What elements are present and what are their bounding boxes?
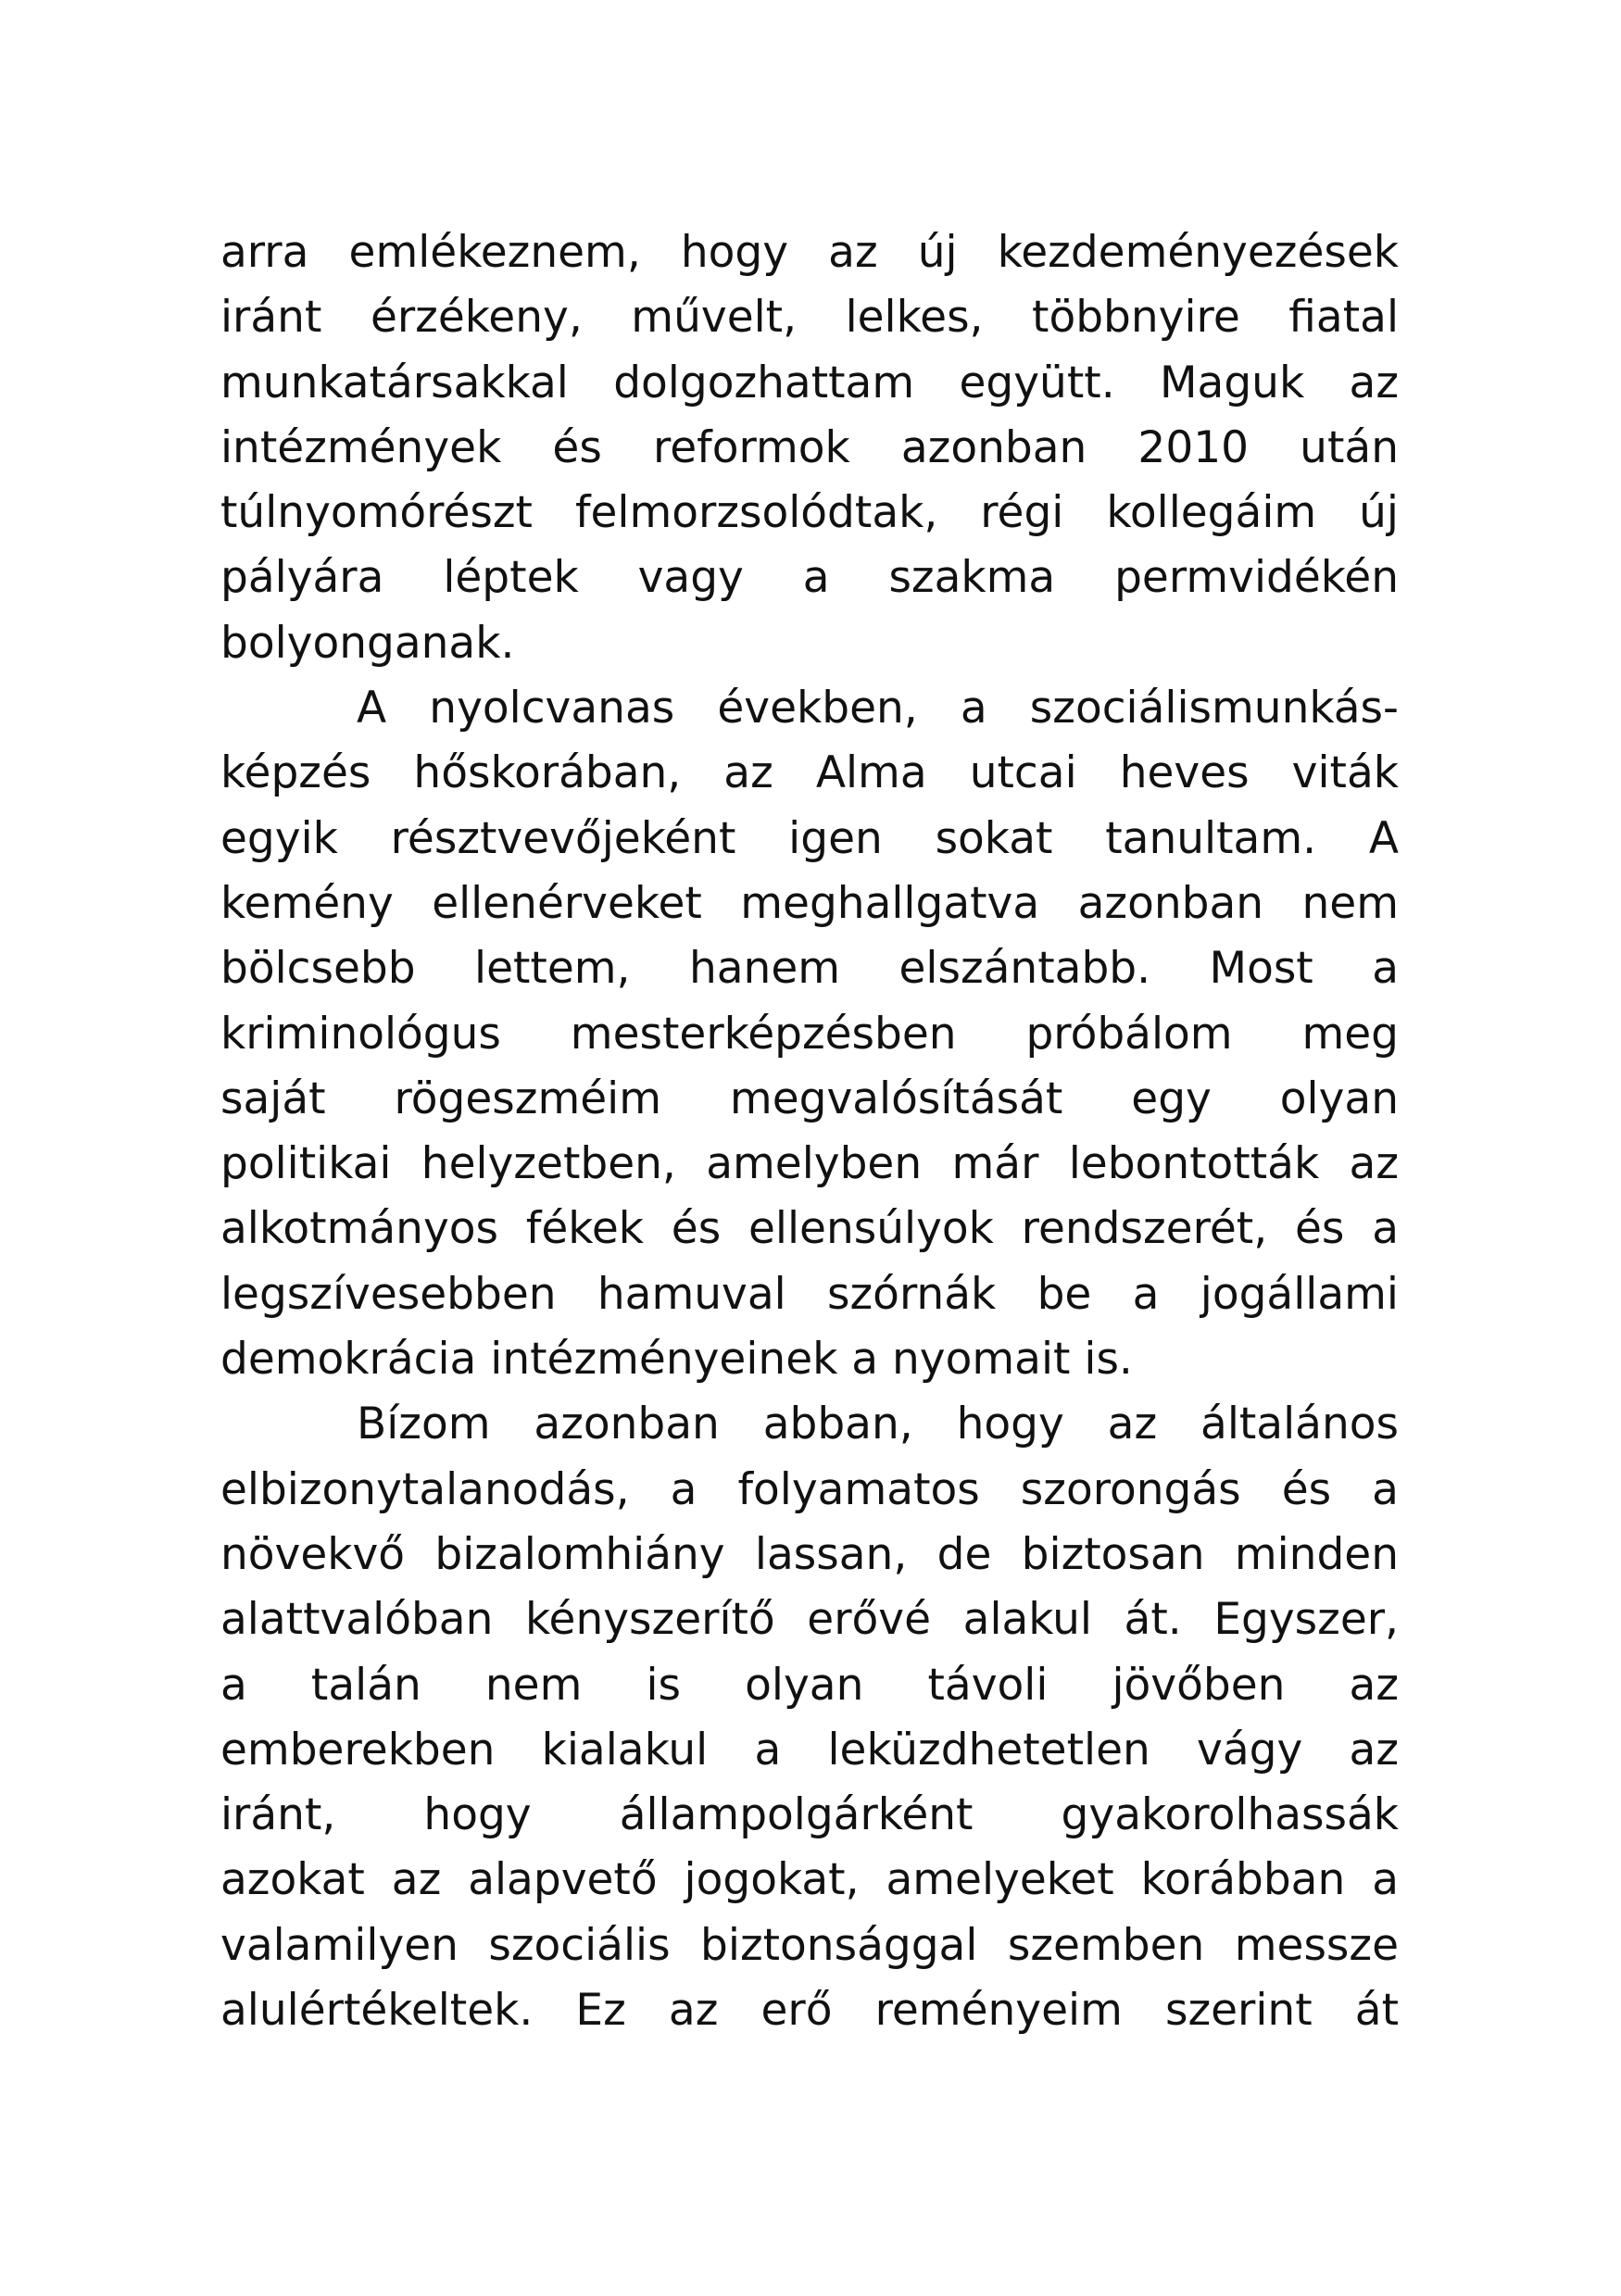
text-line: A nyolcvanas években, a szociálismunkás- [357, 683, 1399, 734]
text-line: a talán nem is olyan távoli jövőben az [220, 1659, 1399, 1711]
text-line: intézmények és reformok azonban 2010 után [220, 421, 1399, 473]
text-line: politikai helyzetben, amelyben már lebontották az [220, 1138, 1399, 1190]
text-line: túlnyomórészt felmorzsolódtak, régi kollegáim új [220, 487, 1399, 539]
text-line: arra emlékeznem, hogy az új kezdeményezések [220, 227, 1399, 278]
paragraph [220, 676, 1399, 1392]
text-line: egyik résztvevőjeként igen sokat tanultam. A [220, 812, 1399, 864]
text-line: bölcsebb lettem, hanem elszántabb. Most a [220, 943, 1399, 995]
text-line: alkotmányos fékek és ellensúlyok rendszerét, és a [220, 1203, 1399, 1255]
text-line: pályára léptek vagy a szakma permvidékén [220, 552, 1399, 604]
paragraph [220, 220, 1399, 676]
text-line: emberekben kialakul a leküzdhetetlen vágy az [220, 1724, 1399, 1775]
text-line: bolyonganak. [220, 617, 515, 669]
text-line: Bízom azonban abban, hogy az általános [357, 1399, 1399, 1450]
text-line: alulértékeltek. Ez az erő reményeim szerint át [220, 1985, 1399, 2037]
text-line: saját rögeszméim megvalósítását egy olyan [220, 1073, 1399, 1124]
text-line: valamilyen szociális biztonsággal szemben messze [220, 1919, 1399, 1971]
text-line: kemény ellenérveket meghallgatva azonban nem [220, 877, 1399, 929]
body-text [220, 220, 1399, 2043]
text-line: iránt érzékeny, művelt, lelkes, többnyire fiatal [220, 292, 1399, 344]
text-line: kriminológus mesterképzésben próbálom meg [220, 1008, 1399, 1060]
text-line: legszívesebben hamuval szórnák be a jogállami [220, 1268, 1399, 1320]
text-line: képzés hőskorában, az Alma utcai heves viták [220, 747, 1399, 799]
text-line: elbizonytalanodás, a folyamatos szorongás és a [220, 1463, 1399, 1515]
text-line: azokat az alapvető jogokat, amelyeket korábban a [220, 1854, 1399, 1906]
paragraph [220, 1392, 1399, 2043]
text-line: demokrácia intézményeinek a nyomait is. [220, 1334, 1133, 1386]
text-line: munkatársakkal dolgozhattam együtt. Maguk az [220, 357, 1399, 408]
text-line: iránt, hogy állampolgárként gyakorolhassák [220, 1789, 1399, 1841]
text-line: növekvő bizalomhiány lassan, de biztosan minden [220, 1528, 1399, 1580]
text-line: alattvalóban kényszerítő erővé alakul át. Egyszer, [220, 1594, 1399, 1646]
